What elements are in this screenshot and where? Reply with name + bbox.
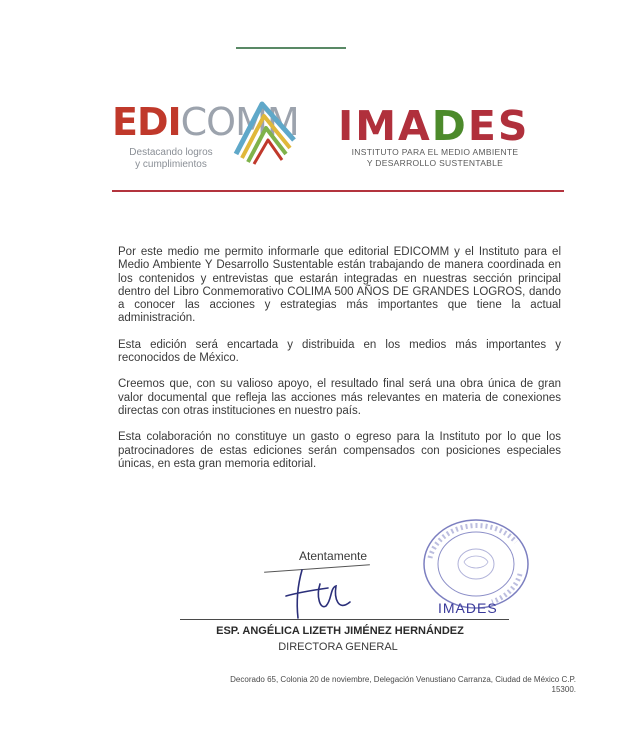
signature-rule	[180, 619, 509, 620]
edicomm-wordmark: EDICOMM	[112, 100, 299, 144]
letter-body	[118, 246, 561, 484]
edicomm-tagline: Destacando logros y cumplimientos	[129, 147, 213, 170]
signer-name: ESP. ANGÉLICA LIZETH JIMÉNEZ HERNÁNDEZ	[216, 625, 464, 637]
handwritten-signature	[280, 566, 390, 622]
paragraph-intro: Por este medio me permito informarle que editorial EDICOMM y el Instituto para el Medio Ambiente Y Desarrollo Sustentable están trabajando de manera coordinada en los contenidos y entrevistas que estarán integradas en nuestras sección principal dentro del Libro Conmemorativo COLIMA 500 AÑOS DE GRANDES LOGROS, dando a conocer las acciones y estrategias más importantes que tiene la actual administración.	[118, 246, 561, 325]
edicomm-logo	[112, 96, 302, 188]
closing-salutation: Atentamente	[299, 549, 368, 563]
imades-logo	[332, 103, 542, 183]
header-divider	[112, 190, 564, 192]
paragraph-value: Creemos que, con su valioso apoyo, el resultado final será una obra única de gran valor documental que refleja las acciones más relevantes en materia de conexiones directas con otras instituciones en nuestro país.	[118, 378, 561, 417]
imades-subtitle: INSTITUTO PARA EL MEDIO AMBIENTE Y DESARROLLO SUSTENTABLE	[351, 147, 519, 168]
paragraph-distribution: Esta edición será encartada y distribuida en los medios más importantes y reconocidos de México.	[118, 338, 561, 365]
leaf-icon: D	[431, 102, 468, 150]
signer-role: DIRECTORA GENERAL	[278, 641, 398, 653]
book-emblem-icon	[232, 96, 296, 166]
paragraph-collaboration: Esta colaboración no constituye un gasto o egreso para la Instituto por lo que los patrocinadores de estas ediciones serán compensados con posiciones especiales únicas, en esta gran memoria editorial.	[118, 431, 561, 470]
top-decorative-line	[236, 47, 346, 49]
imades-wordmark: IMADES	[338, 102, 530, 150]
footer-address: Decorado 65, Colonia 20 de noviembre, Delegación Venustiano Carranza, Ciudad de México C.P. 15300.	[230, 675, 576, 694]
stamp-label: IMADES	[438, 600, 498, 616]
